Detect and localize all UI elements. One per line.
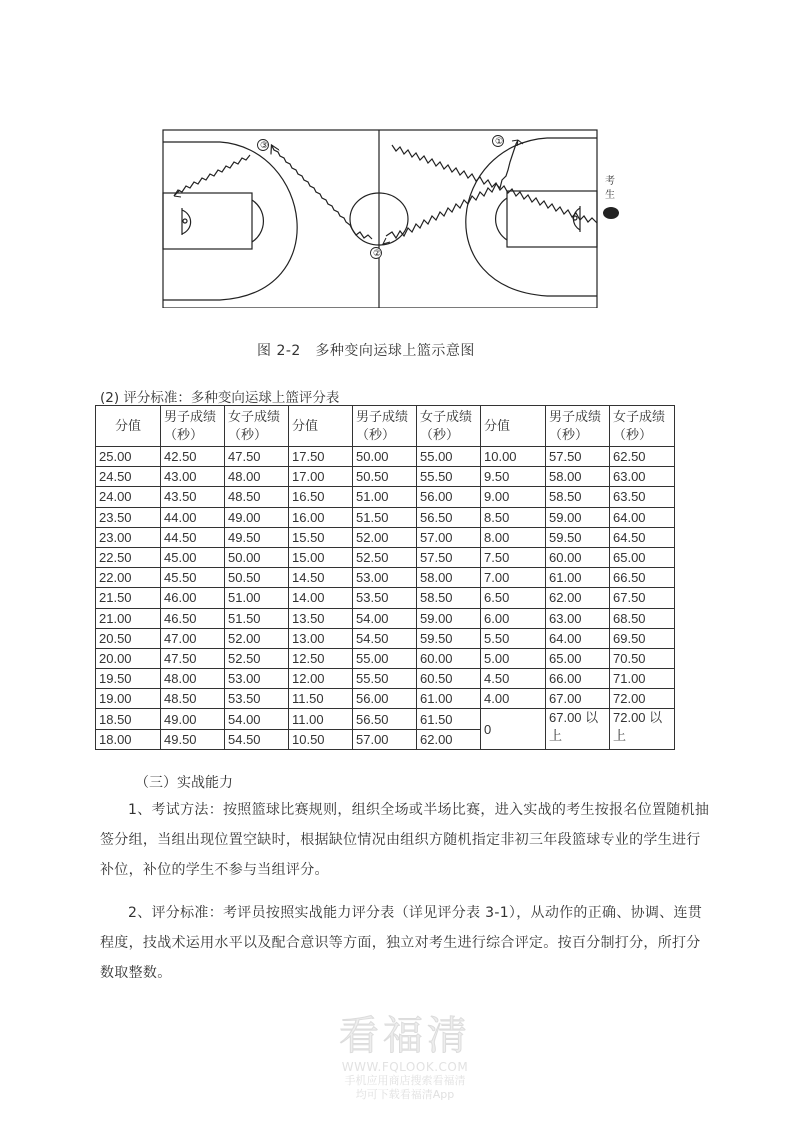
table-cell: 54.50 bbox=[353, 628, 417, 648]
table-cell: 69.50 bbox=[610, 628, 675, 648]
table-cell-male: 67.00 以上 bbox=[546, 709, 610, 749]
table-cell: 16.50 bbox=[289, 487, 353, 507]
table-cell: 53.50 bbox=[225, 689, 289, 709]
table-cell: 56.00 bbox=[353, 689, 417, 709]
table-cell: 47.50 bbox=[225, 447, 289, 467]
table-cell: 72.00 bbox=[610, 689, 675, 709]
table-cell: 18.50 bbox=[96, 709, 161, 729]
table-cell: 50.50 bbox=[225, 568, 289, 588]
table-cell: 67.50 bbox=[610, 588, 675, 608]
table-cell: 49.50 bbox=[225, 527, 289, 547]
table-cell: 57.50 bbox=[417, 547, 481, 567]
table-cell: 23.50 bbox=[96, 507, 161, 527]
header-female: 女子成绩（秒） bbox=[225, 406, 289, 447]
table-cell: 47.00 bbox=[161, 628, 225, 648]
table-cell: 60.00 bbox=[546, 547, 610, 567]
table-cell: 14.00 bbox=[289, 588, 353, 608]
watermark-line1: 手机应用商店搜索看福清 bbox=[344, 1074, 466, 1087]
table-cell: 7.50 bbox=[481, 547, 546, 567]
table-cell: 52.00 bbox=[225, 628, 289, 648]
table-cell: 57.50 bbox=[546, 447, 610, 467]
table-cell: 15.50 bbox=[289, 527, 353, 547]
marker-2: ② bbox=[373, 249, 382, 259]
table-cell: 57.00 bbox=[353, 729, 417, 749]
table-cell: 51.00 bbox=[353, 487, 417, 507]
table-cell: 60.00 bbox=[417, 648, 481, 668]
header-female: 女子成绩（秒） bbox=[610, 406, 675, 447]
table-cell: 68.50 bbox=[610, 608, 675, 628]
table-row bbox=[96, 487, 675, 507]
table-cell: 59.50 bbox=[417, 628, 481, 648]
table-cell: 50.00 bbox=[353, 447, 417, 467]
table-cell: 8.00 bbox=[481, 527, 546, 547]
table-cell: 65.00 bbox=[610, 547, 675, 567]
table-cell: 13.50 bbox=[289, 608, 353, 628]
table-cell: 12.50 bbox=[289, 648, 353, 668]
table-cell: 57.00 bbox=[417, 527, 481, 547]
table-cell-score: 0 bbox=[481, 709, 546, 749]
table-cell: 17.50 bbox=[289, 447, 353, 467]
table-cell: 11.00 bbox=[289, 709, 353, 729]
table-cell: 56.50 bbox=[417, 507, 481, 527]
table-cell: 4.00 bbox=[481, 689, 546, 709]
table-row bbox=[96, 608, 675, 628]
table-cell: 61.00 bbox=[546, 568, 610, 588]
table-row bbox=[96, 568, 675, 588]
table-row bbox=[96, 467, 675, 487]
table-cell: 17.00 bbox=[289, 467, 353, 487]
table-cell: 48.50 bbox=[161, 689, 225, 709]
marker-1: ① bbox=[495, 137, 504, 147]
table-cell: 64.00 bbox=[610, 507, 675, 527]
table-cell: 49.50 bbox=[161, 729, 225, 749]
table-row bbox=[96, 547, 675, 567]
student-label-1: 考 bbox=[605, 176, 615, 187]
table-cell: 5.00 bbox=[481, 648, 546, 668]
table-row bbox=[96, 588, 675, 608]
student-label-2: 生 bbox=[605, 190, 615, 201]
table-cell: 10.50 bbox=[289, 729, 353, 749]
table-cell: 18.00 bbox=[96, 729, 161, 749]
table-cell: 62.50 bbox=[610, 447, 675, 467]
table-title: (2) 评分标准：多种变向运球上篮评分表 bbox=[100, 390, 340, 406]
table-cell: 54.50 bbox=[225, 729, 289, 749]
table-cell: 59.00 bbox=[546, 507, 610, 527]
table-cell: 62.00 bbox=[546, 588, 610, 608]
table-cell: 49.00 bbox=[225, 507, 289, 527]
table-cell: 56.50 bbox=[353, 709, 417, 729]
table-cell: 14.50 bbox=[289, 568, 353, 588]
table-cell: 46.00 bbox=[161, 588, 225, 608]
table-cell: 25.00 bbox=[96, 447, 161, 467]
basketball-court-diagram bbox=[160, 118, 642, 308]
table-cell: 61.50 bbox=[417, 709, 481, 729]
table-row bbox=[96, 669, 675, 689]
watermark-line2: 均可下载看福清App bbox=[355, 1088, 455, 1101]
table-cell: 11.50 bbox=[289, 689, 353, 709]
header-score: 分值 bbox=[481, 406, 546, 447]
table-row bbox=[96, 527, 675, 547]
table-cell: 52.50 bbox=[353, 547, 417, 567]
table-cell: 44.50 bbox=[161, 527, 225, 547]
marker-3: ③ bbox=[260, 141, 269, 151]
table-cell: 60.50 bbox=[417, 669, 481, 689]
table-cell: 9.50 bbox=[481, 467, 546, 487]
table-cell: 71.00 bbox=[610, 669, 675, 689]
header-score: 分值 bbox=[289, 406, 353, 447]
header-male: 男子成绩（秒） bbox=[353, 406, 417, 447]
table-cell: 24.50 bbox=[96, 467, 161, 487]
table-cell: 43.00 bbox=[161, 467, 225, 487]
table-row bbox=[96, 447, 675, 467]
table-cell: 45.50 bbox=[161, 568, 225, 588]
table-cell: 70.50 bbox=[610, 648, 675, 668]
table-cell: 19.50 bbox=[96, 669, 161, 689]
table-cell: 51.50 bbox=[353, 507, 417, 527]
table-cell: 49.00 bbox=[161, 709, 225, 729]
section-heading: （三）实战能力 bbox=[135, 775, 233, 791]
scoring-table bbox=[95, 405, 675, 750]
table-cell: 19.00 bbox=[96, 689, 161, 709]
table-cell: 48.00 bbox=[161, 669, 225, 689]
table-cell: 8.50 bbox=[481, 507, 546, 527]
table-cell: 6.50 bbox=[481, 588, 546, 608]
table-cell: 56.00 bbox=[417, 487, 481, 507]
student-marker bbox=[603, 174, 619, 219]
watermark-url: WWW.FQLOOK.COM bbox=[341, 1060, 469, 1074]
table-row bbox=[96, 689, 675, 709]
table-cell: 63.00 bbox=[546, 608, 610, 628]
table-cell: 24.00 bbox=[96, 487, 161, 507]
table-cell: 42.50 bbox=[161, 447, 225, 467]
table-cell: 59.00 bbox=[417, 608, 481, 628]
table-cell: 22.50 bbox=[96, 547, 161, 567]
table-cell: 5.50 bbox=[481, 628, 546, 648]
table-cell: 10.00 bbox=[481, 447, 546, 467]
table-cell: 54.00 bbox=[225, 709, 289, 729]
table-cell: 53.00 bbox=[353, 568, 417, 588]
table-cell: 23.00 bbox=[96, 527, 161, 547]
table-cell: 58.00 bbox=[417, 568, 481, 588]
table-cell: 63.00 bbox=[610, 467, 675, 487]
table-cell: 50.00 bbox=[225, 547, 289, 567]
table-cell: 51.00 bbox=[225, 588, 289, 608]
table-cell: 4.50 bbox=[481, 669, 546, 689]
table-row bbox=[96, 507, 675, 527]
table-cell: 22.00 bbox=[96, 568, 161, 588]
table-cell: 64.50 bbox=[610, 527, 675, 547]
table-cell: 53.00 bbox=[225, 669, 289, 689]
table-cell: 66.00 bbox=[546, 669, 610, 689]
table-cell: 6.00 bbox=[481, 608, 546, 628]
table-cell: 58.50 bbox=[417, 588, 481, 608]
table-cell: 65.00 bbox=[546, 648, 610, 668]
table-cell: 12.00 bbox=[289, 669, 353, 689]
table-cell: 58.00 bbox=[546, 467, 610, 487]
table-cell: 7.00 bbox=[481, 568, 546, 588]
table-cell: 13.00 bbox=[289, 628, 353, 648]
paragraph-scoring-standard: 2、评分标准：考评员按照实战能力评分表（详见评分表 3-1），从动作的正确、协调、连贯程度，技战术运用水平以及配合意识等方面，独立对考生进行综合评定。按百分制打分，所打分数取整数。 bbox=[100, 905, 703, 981]
table-cell: 51.50 bbox=[225, 608, 289, 628]
table-cell: 48.00 bbox=[225, 467, 289, 487]
table-cell: 52.00 bbox=[353, 527, 417, 547]
table-cell: 53.50 bbox=[353, 588, 417, 608]
header-female: 女子成绩（秒） bbox=[417, 406, 481, 447]
watermark-brand: 看福清 bbox=[339, 1013, 471, 1059]
table-row bbox=[96, 709, 675, 729]
table-cell-female: 72.00 以上 bbox=[610, 709, 675, 749]
table-cell: 9.00 bbox=[481, 487, 546, 507]
table-cell: 45.00 bbox=[161, 547, 225, 567]
table-cell: 44.00 bbox=[161, 507, 225, 527]
table-cell: 64.00 bbox=[546, 628, 610, 648]
table-cell: 47.50 bbox=[161, 648, 225, 668]
table-cell: 55.50 bbox=[417, 467, 481, 487]
table-cell: 50.50 bbox=[353, 467, 417, 487]
table-cell: 59.50 bbox=[546, 527, 610, 547]
table-header-row bbox=[96, 406, 675, 447]
table-row bbox=[96, 628, 675, 648]
table-cell: 46.50 bbox=[161, 608, 225, 628]
table-cell: 55.00 bbox=[417, 447, 481, 467]
table-cell: 66.50 bbox=[610, 568, 675, 588]
watermark bbox=[320, 1012, 490, 1102]
table-cell: 21.50 bbox=[96, 588, 161, 608]
table-cell: 55.00 bbox=[353, 648, 417, 668]
table-cell: 20.50 bbox=[96, 628, 161, 648]
table-cell: 52.50 bbox=[225, 648, 289, 668]
paragraph-exam-method: 1、考试方法：按照篮球比赛规则，组织全场或半场比赛，进入实战的考生按报名位置随机抽签分组，当组出现位置空缺时，根据缺位情况由组织方随机指定非初三年段篮球专业的学生进行补位，补位的学生不参与当组评分。 bbox=[100, 802, 710, 878]
header-score: 分值 bbox=[96, 406, 161, 447]
table-cell: 48.50 bbox=[225, 487, 289, 507]
table-cell: 62.00 bbox=[417, 729, 481, 749]
table-cell: 54.00 bbox=[353, 608, 417, 628]
table-cell: 21.00 bbox=[96, 608, 161, 628]
table-cell: 58.50 bbox=[546, 487, 610, 507]
table-cell: 61.00 bbox=[417, 689, 481, 709]
student-dot-icon bbox=[603, 207, 619, 219]
table-cell: 43.50 bbox=[161, 487, 225, 507]
table-cell: 55.50 bbox=[353, 669, 417, 689]
header-male: 男子成绩（秒） bbox=[161, 406, 225, 447]
table-cell: 16.00 bbox=[289, 507, 353, 527]
header-male: 男子成绩（秒） bbox=[546, 406, 610, 447]
table-row bbox=[96, 648, 675, 668]
figure-caption: 图 2-2 多种变向运球上篮示意图 bbox=[257, 343, 475, 359]
table-cell: 63.50 bbox=[610, 487, 675, 507]
table-cell: 67.00 bbox=[546, 689, 610, 709]
table-cell: 20.00 bbox=[96, 648, 161, 668]
table-cell: 15.00 bbox=[289, 547, 353, 567]
